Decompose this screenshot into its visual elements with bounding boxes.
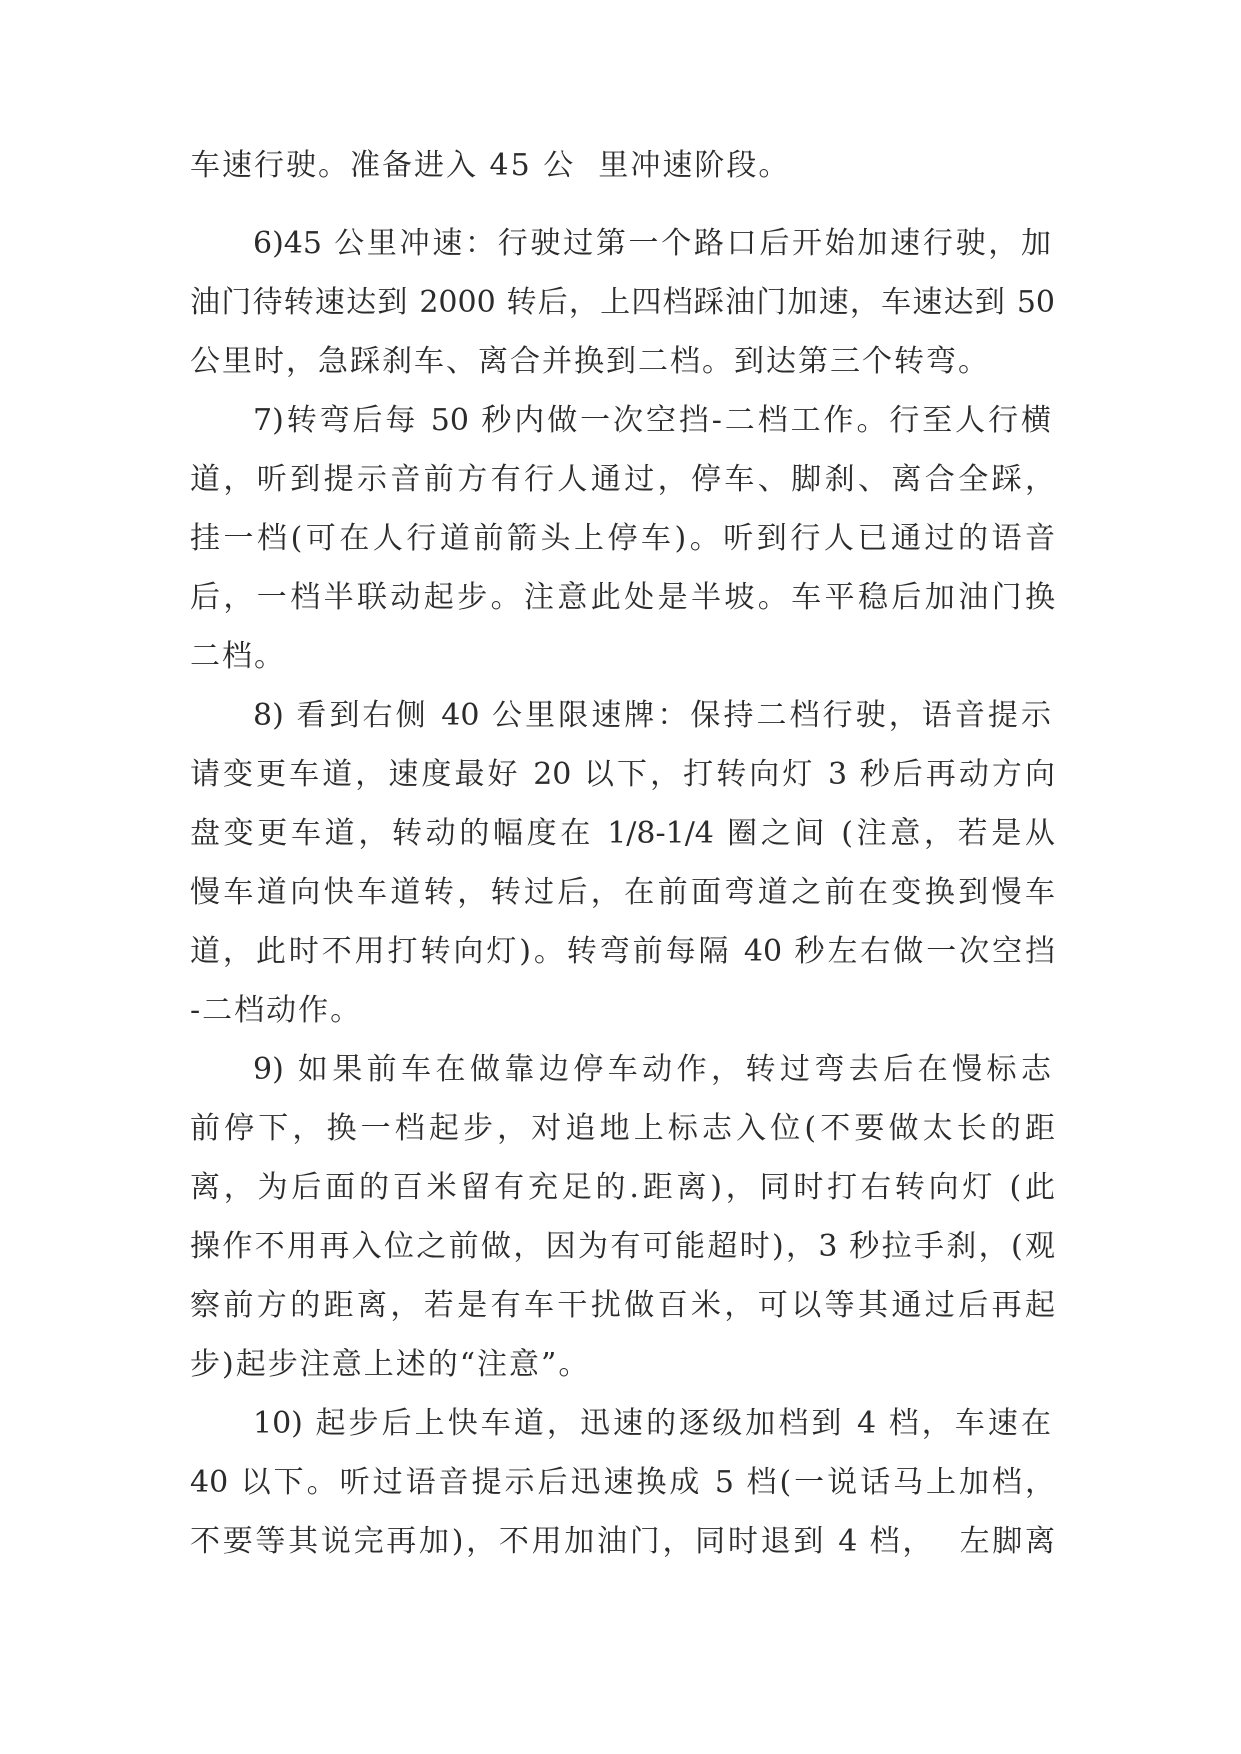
text-line: 公里时，急踩刹车、离合并换到二档。到达第三个转弯。 — [190, 344, 990, 379]
text-line: 慢车道向快车道转，转过后，在前面弯道之前在变换到慢车 — [190, 875, 1055, 910]
text-line: 挂一档(可在人行道前箭头上停车)。听到行人已通过的语音 — [190, 521, 1055, 556]
text-line: 离，为后面的百米留有充足的.距离)，同时打右转向灯 (此 — [190, 1170, 1055, 1205]
paragraph-10-line-1: 10) 起步后上快车道，迅速的逐级加档到 4 档，车速在 — [253, 1406, 1051, 1441]
paragraph-8-line-1: 8) 看到右侧 40 公里限速牌：保持二档行驶，语音提示 — [253, 698, 1051, 733]
text-line: 道，此时不用打转向灯)。转弯前每隔 40 秒左右做一次空挡 — [190, 934, 1055, 969]
text-line: 油门待转速达到 2000 转后，上四档踩油门加速，车速达到 50 — [190, 285, 1055, 320]
text-line: 请变更车道，速度最好 20 以下，打转向灯 3 秒后再动方向 — [190, 757, 1055, 792]
text-line: 前停下，换一档起步，对追地上标志入位(不要做太长的距 — [190, 1111, 1055, 1146]
paragraph-9-line-1: 9) 如果前车在做靠边停车动作，转过弯去后在慢标志 — [253, 1052, 1051, 1087]
text-line: -二档动作。 — [190, 993, 363, 1028]
text-line: 二档。 — [190, 639, 286, 674]
text-line: 道，听到提示音前方有行人通过，停车、脚刹、离合全踩， — [190, 462, 1055, 497]
text-line: 操作不用再入位之前做，因为有可能超时)，3 秒拉手刹，(观 — [190, 1229, 1055, 1264]
paragraph-6-line-1: 6)45 公里冲速：行驶过第一个路口后开始加速行驶，加 — [253, 226, 1051, 261]
text-line: 盘变更车道，转动的幅度在 1/8-1/4 圈之间 (注意，若是从 — [190, 816, 1055, 851]
text-line: 察前方的距离，若是有车干扰做百米，可以等其通过后再起 — [190, 1288, 1055, 1323]
text-line: 步)起步注意上述的“注意”。 — [190, 1347, 591, 1382]
paragraph-7-line-1: 7)转弯后每 50 秒内做一次空挡-二档工作。行至人行横 — [253, 403, 1051, 438]
text-line: 后，一档半联动起步。注意此处是半坡。车平稳后加油门换 — [190, 580, 1055, 615]
text-line: 40 以下。听过语音提示后迅速换成 5 档(一说话马上加档， — [190, 1465, 1055, 1500]
text-line: 车速行驶。准备进入 45 公 里冲速阶段。 — [190, 148, 791, 183]
text-line: 不要等其说完再加)，不用加油门，同时退到 4 档， 左脚离 — [190, 1524, 1055, 1559]
